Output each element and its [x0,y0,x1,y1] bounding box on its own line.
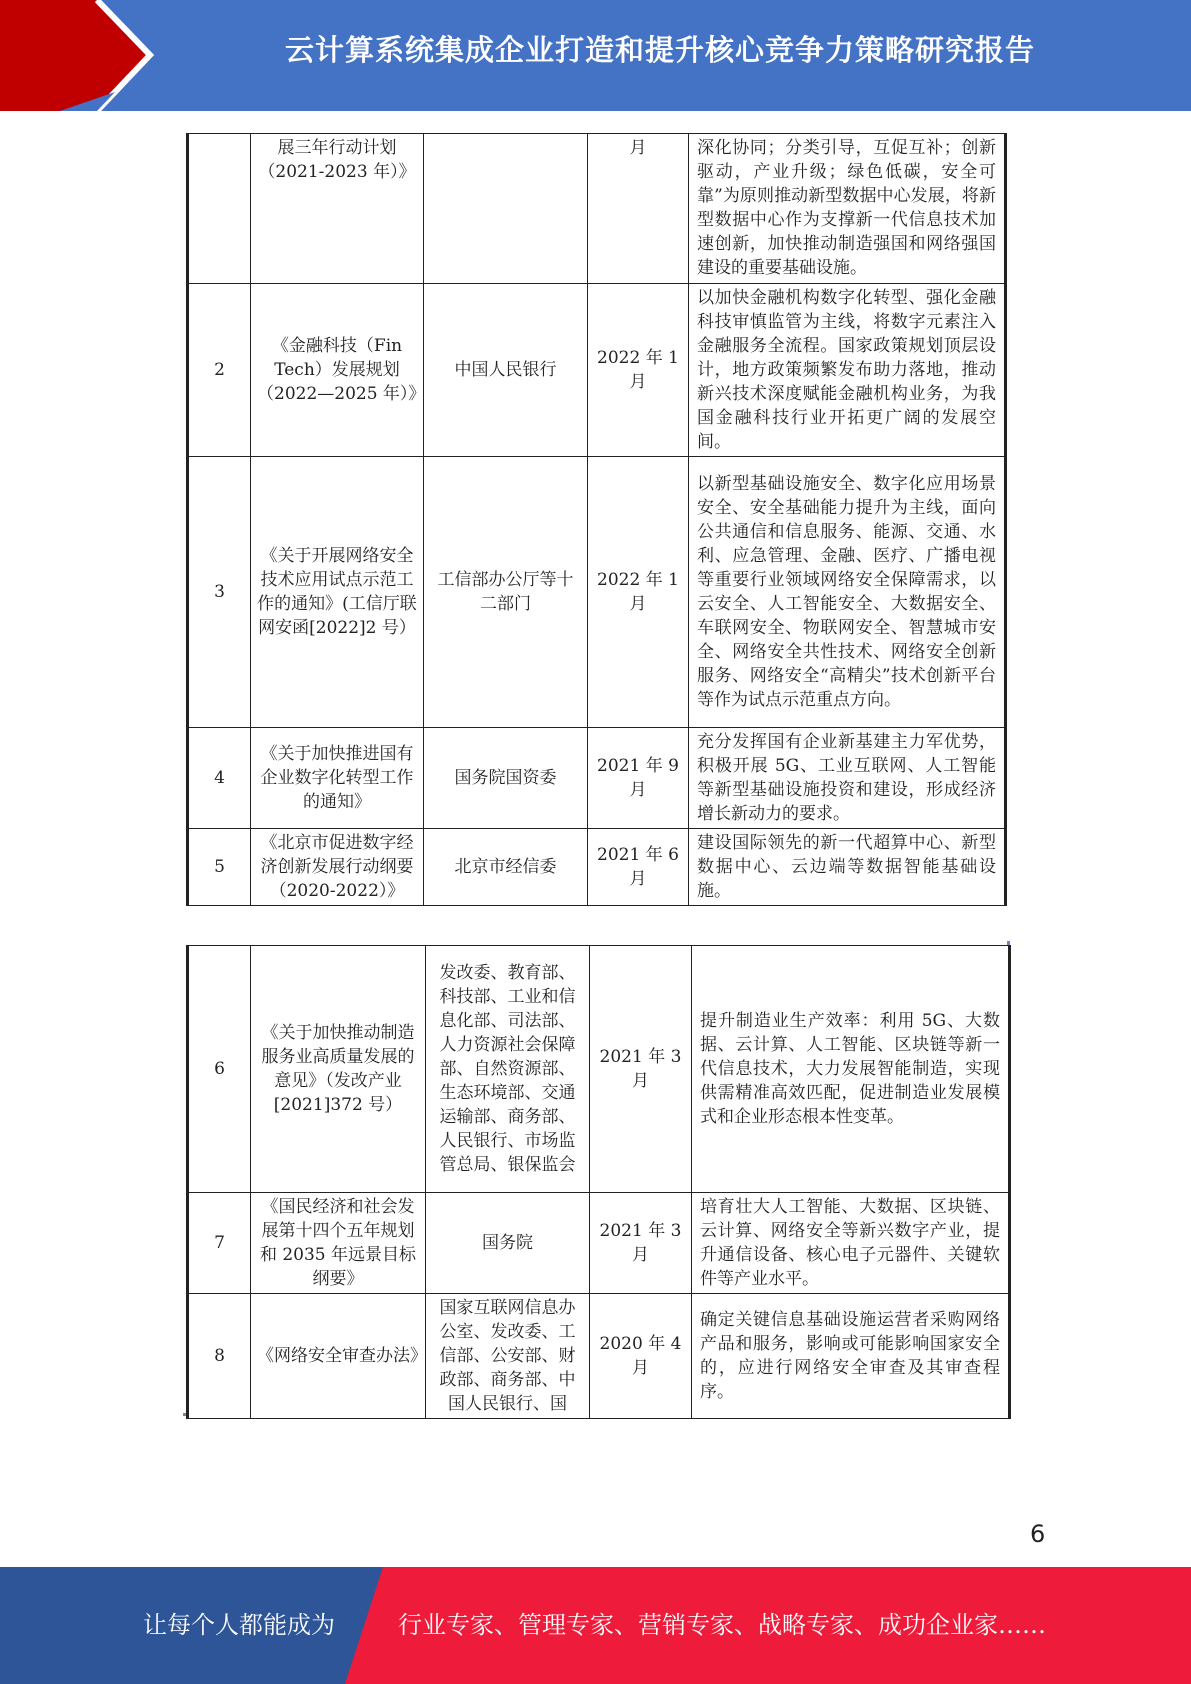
policy-name: 《北京市促进数字经济创新发展行动纲要（2020-2022）》 [251,829,424,906]
table-row [188,829,1006,906]
document-title: 云计算系统集成企业打造和提升核心竞争力策略研究报告 [284,33,1035,67]
issuing-body: 国家互联网信息办公室、发改委、工信部、公安部、财政部、商务部、中国人民银行、国 [426,1294,590,1419]
issue-date: 2022 年 1 月 [588,457,689,728]
issue-date: 2021 年 3 月 [590,1193,692,1294]
table-row [188,1294,1010,1419]
row-number: 2 [188,284,251,457]
footer-slogan-right: 行业专家、管理专家、营销专家、战略专家、成功企业家…… [398,1611,1046,1639]
policy-name: 《关于加快推进国有企业数字化转型工作的通知》 [251,728,424,829]
row-number: 3 [188,457,251,728]
issuing-body: 工信部办公厅等十二部门 [424,457,588,728]
row-number: 4 [188,728,251,829]
policy-description: 培育壮大人工智能、大数据、区块链、云计算、网络安全等新兴数字产业，提升通信设备、核心电子元器件、关键软件等产业水平。 [692,1193,1010,1294]
policy-name: 《关于加快推动制造服务业高质量发展的意见》（发改产业[2021]372 号） [251,946,426,1193]
issuing-body: 国务院国资委 [424,728,588,829]
policy-description: 建设国际领先的新一代超算中心、新型数据中心、云边端等数据智能基础设施。 [689,829,1006,906]
footer-slogan-left: 让每个人都能成为 [143,1611,335,1639]
issue-date: 2021 年 6 月 [588,829,689,906]
table-row [188,1193,1010,1294]
policy-table-part-2 [186,945,1011,1419]
policy-name: 《网络安全审查办法》 [251,1294,426,1419]
policy-table-part-1 [186,133,1007,906]
row-number: 6 [188,946,251,1193]
issue-date: 2020 年 4 月 [590,1294,692,1419]
issuing-body [424,134,588,284]
table-row [188,728,1006,829]
policy-description: 提升制造业生产效率：利用 5G、大数据、云计算、人工智能、区块链等新一代信息技术，大力发展智能制造，实现供需精准高效匹配，促进制造业发展模式和企业形态根本性变革。 [692,946,1010,1193]
policy-description: 确定关键信息基础设施运营者采购网络产品和服务，影响或可能影响国家安全的，应进行网络安全审查及其审查程序。 [692,1294,1010,1419]
policy-description: 深化协同；分类引导，互促互补；创新驱动，产业升级；绿色低碳，安全可靠”为原则推动新型数据中心发展，将新型数据中心作为支撑新一代信息技术加速创新，加快推动制造强国和网络强国建设的重要基础设施。 [689,134,1006,284]
row-number [188,134,251,284]
issuing-body: 北京市经信委 [424,829,588,906]
issue-date: 2022 年 1 月 [588,284,689,457]
table-row [188,134,1006,284]
issue-date: 2021 年 9 月 [588,728,689,829]
table-row [188,284,1006,457]
page-header [0,0,1191,111]
issue-date: 月 [588,134,689,284]
row-number: 7 [188,1193,251,1294]
issuing-body: 中国人民银行 [424,284,588,457]
policy-name: 《金融科技（Fin Tech）发展规划（2022—2025 年）》 [251,284,424,457]
policy-name: 《国民经济和社会发展第十四个五年规划和 2035 年远景目标纲要》 [251,1193,426,1294]
policy-name: 《关于开展网络安全技术应用试点示范工作的通知》(工信厅联网安函[2022]2 号） [251,457,424,728]
policy-description: 以加快金融机构数字化转型、强化金融科技审慎监管为主线，将数字元素注入金融服务全流程。国家政策规划顶层设计，地方政策频繁发布助力落地，推动新兴技术深度赋能金融机构业务，为我国金融科技行业开拓更广阔的发展空间。 [689,284,1006,457]
row-number: 8 [188,1294,251,1419]
row-number: 5 [188,829,251,906]
policy-description: 以新型基础设施安全、数字化应用场景安全、安全基础能力提升为主线，面向公共通信和信息服务、能源、交通、水利、应急管理、金融、医疗、广播电视等重要行业领域网络安全保障需求，以云安全、人工智能安全、大数据安全、车联网安全、物联网安全、智慧城市安全、网络安全共性技术、网络安全创新服务、网络安全“高精尖”技术创新平台等作为试点示范重点方向。 [689,457,1006,728]
page-number: 6 [1030,1520,1046,1548]
table-row [188,946,1010,1193]
issuing-body: 国务院 [426,1193,590,1294]
table-row [188,457,1006,728]
issue-date: 2021 年 3 月 [590,946,692,1193]
policy-name: 展三年行动计划（2021-2023 年）》 [251,134,424,284]
page-footer [0,1567,1191,1684]
issuing-body: 发改委、教育部、科技部、工业和信息化部、司法部、人力资源社会保障部、自然资源部、生态环境部、交通运输部、商务部、人民银行、市场监管总局、银保监会 [426,946,590,1193]
policy-description: 充分发挥国有企业新基建主力军优势，积极开展 5G、工业互联网、人工智能等新型基础设施投资和建设，形成经济增长新动力的要求。 [689,728,1006,829]
